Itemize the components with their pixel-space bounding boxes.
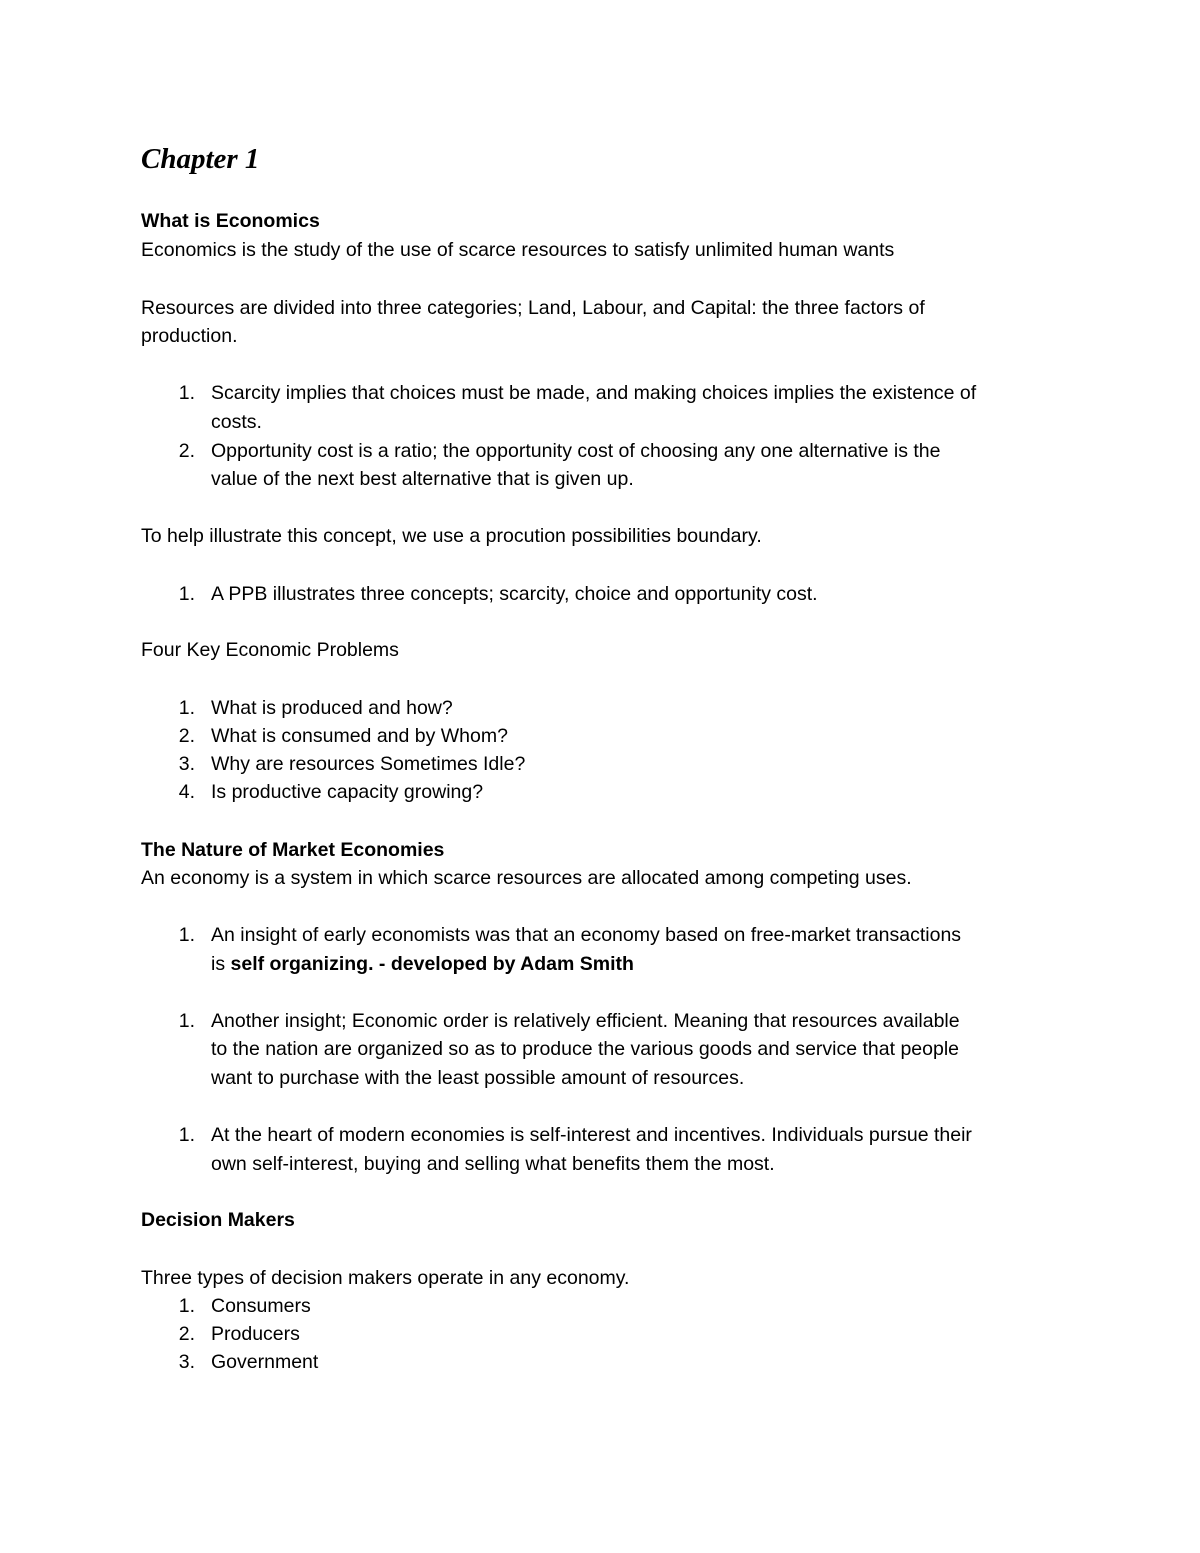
list-item-opportunity-cost-line1: Opportunity cost is a ratio; the opportunity cost of choosing any one alternative is the [211, 440, 941, 462]
list-item-problem: What is consumed and by Whom? [211, 725, 508, 747]
list-number: 2. [178, 725, 195, 747]
list-number: 1. [178, 382, 195, 404]
resources-paragraph-line1: Resources are divided into three categories; Land, Labour, and Capital: the three factors of [141, 297, 925, 319]
insight-self-organizing-line1: An insight of early economists was that an economy based on free-market transactions [211, 924, 962, 946]
list-number: 1. [178, 583, 195, 605]
section-heading-what-is-economics: What is Economics [141, 210, 320, 232]
list-item-government: Government [211, 1351, 319, 1373]
insight-efficiency-line2: to the nation are organized so as to produce the various goods and service that people [211, 1038, 959, 1060]
resources-paragraph-line2: production. [141, 325, 238, 347]
insight-efficiency-line3: want to purchase with the least possible amount of resources. [211, 1067, 745, 1089]
list-item-opportunity-cost-line2: value of the next best alternative that is given up. [211, 468, 634, 490]
list-number: 2. [178, 1323, 195, 1345]
list-item-problem: What is produced and how? [211, 697, 453, 719]
insight-self-organizing-line2 [211, 950, 634, 979]
list-item-scarcity-line1: Scarcity implies that choices must be made, and making choices implies the existence of [211, 382, 977, 404]
economics-definition: Economics is the study of the use of scarce resources to satisfy unlimited human wants [141, 239, 895, 261]
list-item-producers: Producers [211, 1323, 300, 1345]
list-item-ppb: A PPB illustrates three concepts; scarcity, choice and opportunity cost. [211, 583, 818, 605]
list-number: 1. [178, 1010, 195, 1032]
insight-efficiency-line1: Another insight; Economic order is relatively efficient. Meaning that resources available [211, 1010, 960, 1032]
section-heading-decision-makers: Decision Makers [141, 1209, 295, 1231]
problems-heading: Four Key Economic Problems [141, 639, 399, 661]
insight-self-interest-line1: At the heart of modern economies is self-interest and incentives. Individuals pursue their [211, 1124, 972, 1146]
insight-self-interest-line2: own self-interest, buying and selling what benefits them the most. [211, 1153, 775, 1175]
list-number: 3. [178, 753, 195, 775]
ppb-intro: To help illustrate this concept, we use a procution possibilities boundary. [141, 525, 762, 547]
list-number: 3. [178, 1351, 195, 1373]
list-number: 1. [178, 1295, 195, 1317]
insight-line-prefix: is [211, 953, 231, 975]
chapter-title: Chapter 1 [141, 143, 260, 175]
decision-makers-intro: Three types of decision makers operate in any economy. [141, 1267, 630, 1289]
list-number: 1. [178, 697, 195, 719]
list-number: 4. [178, 781, 195, 803]
list-item-consumers: Consumers [211, 1295, 311, 1317]
economy-definition: An economy is a system in which scarce resources are allocated among competing uses. [141, 867, 912, 889]
list-item-problem: Is productive capacity growing? [211, 781, 484, 803]
section-heading-market-economies: The Nature of Market Economies [141, 839, 445, 861]
list-number: 1. [178, 924, 195, 946]
list-number: 1. [178, 1124, 195, 1146]
list-item-problem: Why are resources Sometimes Idle? [211, 753, 526, 775]
list-number: 2. [178, 440, 195, 462]
list-item-scarcity-line2: costs. [211, 411, 262, 433]
adam-smith-emphasis: self organizing. - developed by Adam Smith [230, 953, 634, 975]
